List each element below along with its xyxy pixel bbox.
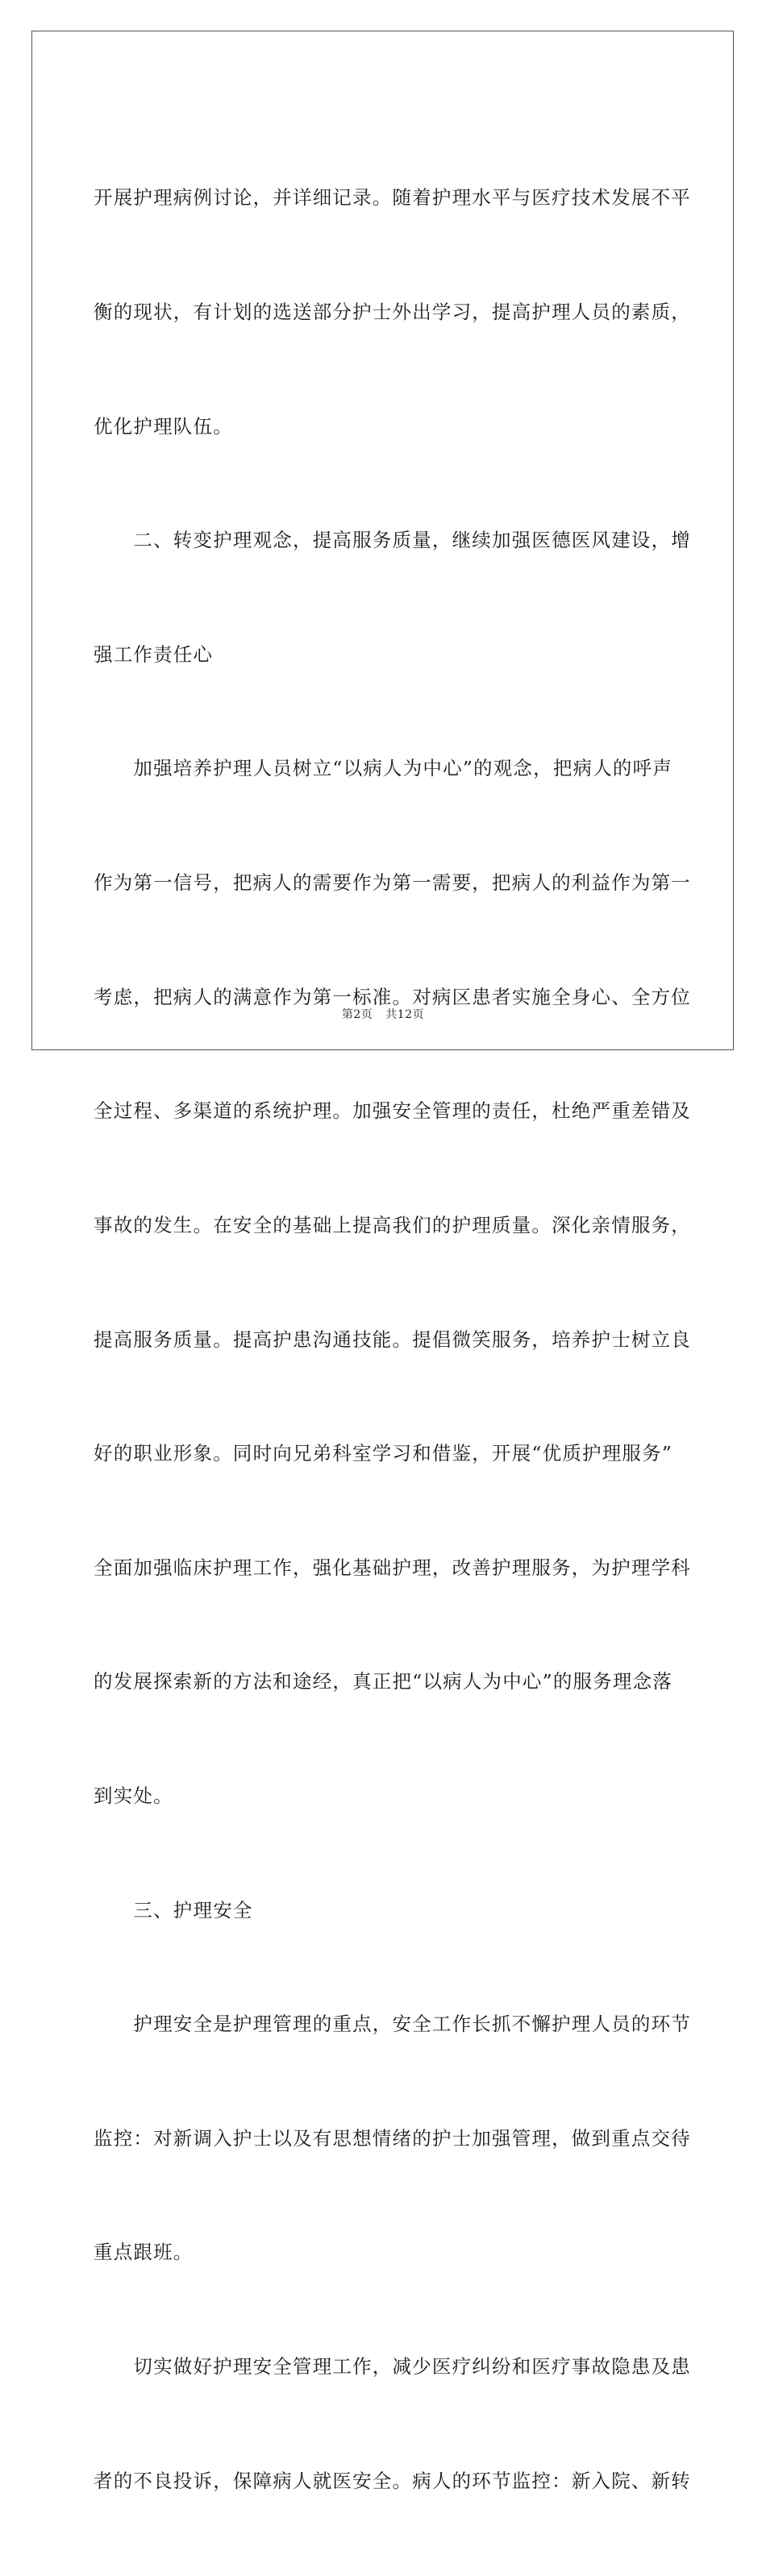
section-heading-line: 二、转变护理观念，提高服务质量，继续加强医德医风建设，增 — [94, 529, 691, 552]
text-line: 好的职业形象。同时向兄弟科室学习和借鉴，开展“优质护理服务” — [94, 1442, 673, 1465]
body-text — [94, 103, 691, 2576]
text-line: 重点跟班。 — [94, 2241, 194, 2264]
text-line: 的发展探索新的方法和途经，真正把“以病人为中心”的服务理念落 — [94, 1670, 673, 1693]
document-body — [94, 103, 691, 2576]
page-number: 第2页 — [341, 1008, 373, 1021]
text-line: 护理安全是护理管理的重点，安全工作长抓不懈护理人员的环节 — [94, 2013, 691, 2036]
text-line: 监控：对新调入护士以及有思想情绪的护士加强管理，做到重点交待 — [94, 2126, 691, 2150]
text-line: 开展护理病例讨论，并详细记录。随着护理水平与医疗技术发展不平 — [94, 186, 691, 210]
text-line: 到实处。 — [94, 1784, 173, 1807]
section-heading-line: 强工作责任心 — [94, 642, 214, 666]
text-line: 事故的发生。在安全的基础上提高我们的护理质量。深化亲情服务， — [94, 1213, 691, 1236]
section-heading-line: 三、护理安全 — [94, 1898, 253, 1922]
text-line: 考虑，把病人的满意作为第一标准。对病区患者实施全身心、全方位 — [94, 985, 691, 1008]
text-line: 衡的现状，有计划的选送部分护士外出学习，提高护理人员的素质， — [94, 301, 691, 324]
text-line: 者的不良投诉，保障病人就医安全。病人的环节监控：新入院、新转 — [94, 2469, 691, 2492]
text-line: 作为第一信号，把病人的需要作为第一需要，把病人的利益作为第一 — [94, 871, 691, 895]
text-line: 切实做好护理安全管理工作，减少医疗纠纷和医疗事故隐患及患 — [94, 2354, 691, 2378]
text-line: 优化护理队伍。 — [94, 414, 233, 438]
text-line: 加强培养护理人员树立“以病人为中心”的观念，把病人的呼声 — [94, 757, 673, 780]
text-line: 全过程、多渠道的系统护理。加强安全管理的责任，杜绝严重差错及 — [94, 1099, 691, 1123]
page-footer — [0, 1006, 766, 1022]
text-line: 全面加强临床护理工作，强化基础护理，改善护理服务，为护理学科 — [94, 1556, 691, 1579]
page-total: 共12页 — [385, 1008, 425, 1021]
text-line: 提高服务质量。提高护患沟通技能。提倡微笑服务，培养护士树立良 — [94, 1327, 691, 1351]
